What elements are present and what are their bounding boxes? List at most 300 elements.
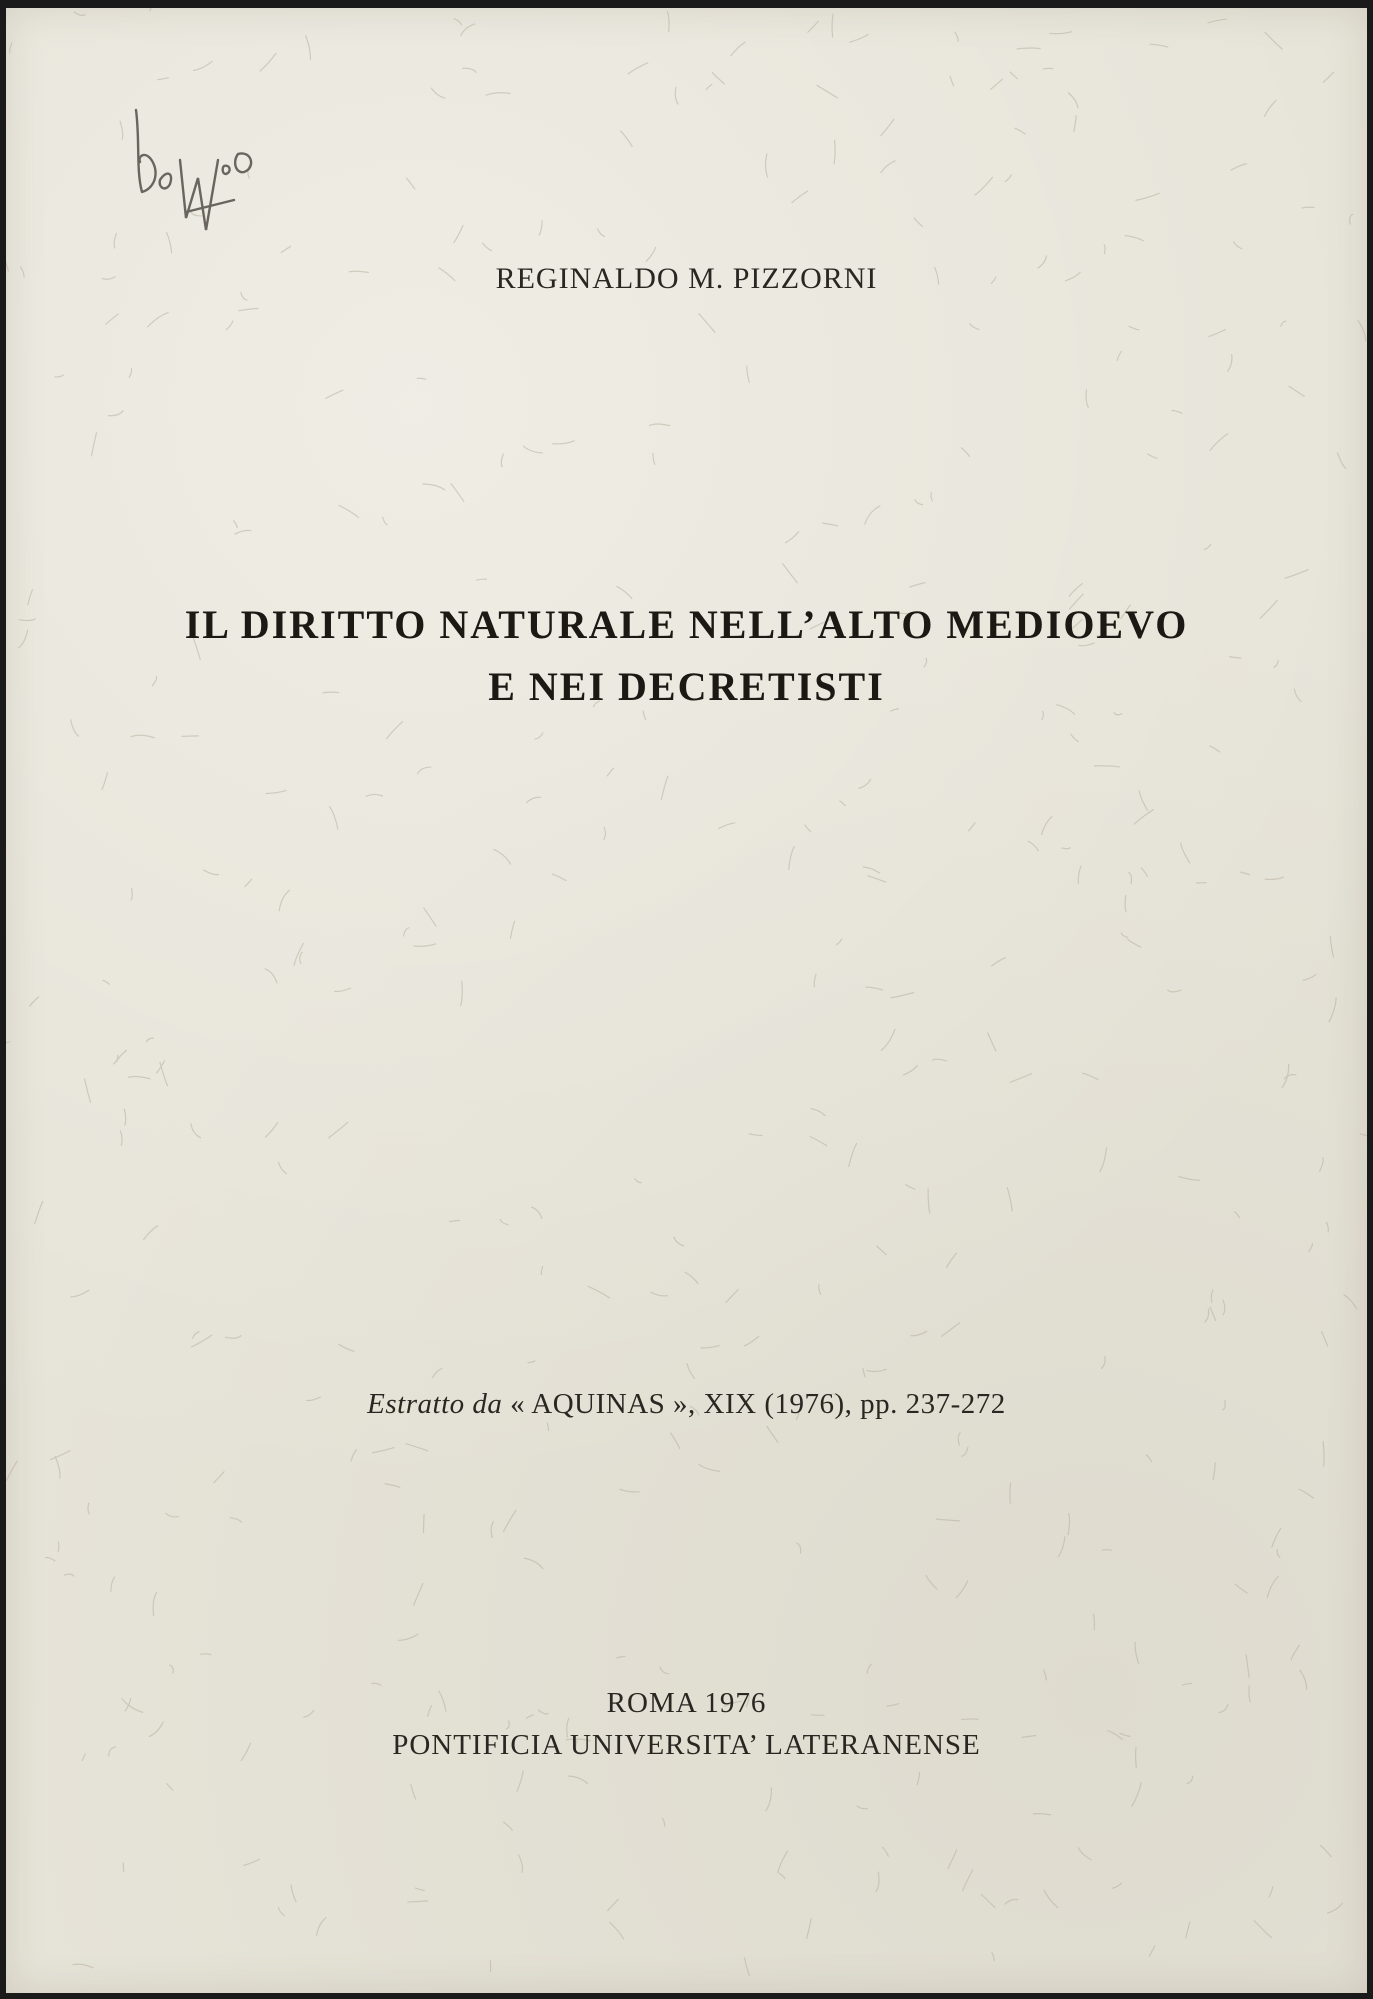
paper-fiber xyxy=(1078,866,1081,884)
paper-fiber xyxy=(1028,841,1039,851)
paper-fiber xyxy=(160,1062,168,1086)
paper-fiber xyxy=(6,1042,10,1049)
paper-fiber xyxy=(1302,207,1315,208)
paper-fiber xyxy=(941,1323,960,1337)
paper-fiber xyxy=(718,823,735,829)
paper-fiber xyxy=(1135,193,1159,200)
paper-fiber xyxy=(265,969,277,984)
paper-fiber xyxy=(767,1426,778,1443)
paper-fiber xyxy=(153,1592,157,1616)
paper-fiber xyxy=(807,1918,812,1939)
paper-fiber xyxy=(1240,872,1250,875)
paper-fiber xyxy=(969,323,979,329)
paper-fiber xyxy=(948,1849,957,1869)
paper-fiber xyxy=(414,1583,424,1606)
paper-fiber xyxy=(1010,1074,1032,1083)
paper-fiber xyxy=(909,583,925,588)
paper-fiber xyxy=(547,1423,548,1431)
paper-fiber xyxy=(1267,1576,1278,1598)
paper-fiber xyxy=(817,85,838,98)
paper-fiber xyxy=(339,505,359,518)
paper-fiber xyxy=(203,870,219,875)
paper-fiber xyxy=(646,247,656,262)
paper-fiber xyxy=(1135,1642,1139,1664)
paper-fiber xyxy=(1209,329,1226,336)
publication-place-year: ROMA 1976 xyxy=(606,1687,767,1719)
paper-fiber xyxy=(849,1143,857,1167)
paper-fiber xyxy=(366,794,383,796)
paper-fiber xyxy=(226,321,233,330)
paper-fiber xyxy=(988,1033,996,1052)
paper-fiber xyxy=(147,1038,154,1042)
paper-fiber xyxy=(541,1266,542,1275)
paper-fiber xyxy=(1094,1614,1095,1630)
paper-fiber xyxy=(157,78,169,80)
paper-fiber xyxy=(415,1888,425,1891)
paper-fiber xyxy=(766,1787,772,1811)
paper-fiber xyxy=(334,988,351,991)
paper-fiber xyxy=(1102,1550,1112,1551)
author-name: REGINALDO M. PIZZORNI xyxy=(495,262,878,295)
paper-fiber xyxy=(1320,1157,1324,1171)
paper-fiber xyxy=(108,411,124,416)
paper-fiber xyxy=(1265,877,1284,879)
paper-fiber xyxy=(243,1859,259,1866)
paper-fiber xyxy=(503,1822,512,1831)
paper-fiber xyxy=(1146,1455,1152,1462)
paper-fiber xyxy=(417,378,426,379)
paper-fiber xyxy=(35,1201,43,1224)
paper-fiber xyxy=(235,530,252,534)
paper-fiber xyxy=(493,849,510,864)
paper-fiber xyxy=(526,797,541,803)
extract-source: « AQUINAS », XIX (1976), pp. 237-272 xyxy=(510,1388,1006,1420)
paper-fiber xyxy=(1178,1176,1200,1180)
paper-fiber xyxy=(238,308,258,310)
paper-fiber xyxy=(1277,1549,1280,1558)
paper-fiber xyxy=(660,1666,669,1673)
paper-fiber xyxy=(915,499,923,504)
paper-fiber xyxy=(417,767,431,774)
paper-fiber xyxy=(903,1065,917,1075)
paper-fiber xyxy=(849,34,869,42)
paper-fiber xyxy=(166,1513,180,1517)
paper-fiber xyxy=(372,1447,394,1453)
paper-fiber xyxy=(968,822,975,831)
paper-fiber xyxy=(766,153,768,177)
paper-fiber xyxy=(1078,1847,1091,1860)
paper-fiber xyxy=(1068,93,1078,109)
paper-fiber xyxy=(524,1558,543,1569)
paper-fiber xyxy=(1289,386,1305,397)
paper-fiber xyxy=(1181,843,1190,864)
paper-fiber xyxy=(876,1872,879,1892)
paper-fiber xyxy=(1360,1134,1367,1137)
paper-fiber xyxy=(351,1449,357,1461)
paper-fiber xyxy=(778,1851,788,1873)
paper-fiber xyxy=(461,981,463,1007)
paper-fiber xyxy=(917,1772,920,1785)
paper-fiber xyxy=(1223,1300,1225,1316)
paper-fiber xyxy=(167,1783,173,1790)
paper-fiber xyxy=(266,790,287,793)
paper-fiber xyxy=(70,1290,89,1297)
paper-fiber xyxy=(1234,1212,1239,1218)
paper-fiber xyxy=(808,21,819,33)
paper-fiber xyxy=(291,1885,296,1903)
paper-fiber xyxy=(651,1292,668,1296)
paper-fiber xyxy=(45,1557,55,1561)
paper-fiber xyxy=(905,1184,915,1189)
paper-fiber xyxy=(1187,1776,1193,1784)
paper-fiber xyxy=(819,1284,821,1295)
paper-fiber xyxy=(156,1060,164,1073)
paper-fiber xyxy=(407,1901,428,1902)
paper-fiber xyxy=(482,243,492,251)
paper-fiber xyxy=(102,772,108,790)
paper-fiber xyxy=(294,943,304,966)
paper-fiber xyxy=(260,53,277,71)
title-line-1: IL DIRITTO NATURALE NELL’ALTO MEDIOEVO xyxy=(184,602,1189,647)
paper-fiber xyxy=(928,1189,930,1214)
paper-fiber xyxy=(422,484,445,490)
paper-fiber xyxy=(783,563,798,583)
paper-fiber xyxy=(699,1464,721,1471)
extract-note xyxy=(6,1388,1367,1421)
paper-fiber xyxy=(147,312,168,327)
paper-fiber xyxy=(528,1361,536,1363)
paper-fiber xyxy=(1043,68,1053,69)
paper-fiber xyxy=(890,993,914,998)
paper-fiber xyxy=(946,1253,956,1268)
paper-fiber xyxy=(552,874,566,881)
extract-prefix: Estratto da xyxy=(367,1388,503,1420)
paper-fiber xyxy=(383,517,388,526)
paper-fiber xyxy=(1213,1463,1215,1481)
paper-fiber xyxy=(749,1134,763,1136)
paper-fiber xyxy=(1149,1946,1155,1957)
paper-fiber xyxy=(449,1220,460,1221)
paper-fiber xyxy=(744,1957,749,1976)
paper-fiber xyxy=(839,801,845,807)
paper-fiber xyxy=(649,424,670,426)
paper-fiber xyxy=(1121,932,1128,937)
paper-fiber xyxy=(114,233,116,249)
paper-fiber xyxy=(414,944,436,947)
paper-fiber xyxy=(192,1332,199,1339)
paper-fiber xyxy=(1129,872,1132,884)
paper-fiber xyxy=(1272,1528,1282,1548)
paper-fiber xyxy=(811,1108,826,1116)
paper-fiber xyxy=(1265,32,1283,50)
paper-fiber xyxy=(1172,411,1183,414)
paper-fiber xyxy=(991,957,1006,966)
paper-fiber xyxy=(1094,766,1120,767)
paper-fiber xyxy=(1044,1890,1058,1908)
paper-fiber xyxy=(863,867,880,873)
paper-fiber xyxy=(193,61,213,71)
paper-fiber xyxy=(265,1122,278,1137)
paper-fiber xyxy=(822,523,838,526)
paper-fiber xyxy=(278,1162,286,1174)
paper-fiber xyxy=(1005,1900,1018,1905)
paper-fiber xyxy=(1320,1845,1332,1857)
paper-fiber xyxy=(1068,1513,1069,1535)
paper-fiber xyxy=(503,1510,516,1532)
paper-fiber xyxy=(662,1818,665,1827)
paper-fiber xyxy=(424,908,437,927)
paper-fiber xyxy=(1062,847,1071,848)
paper-fiber xyxy=(406,1444,429,1451)
paper-fiber xyxy=(712,72,725,84)
paper-fiber xyxy=(1231,164,1247,171)
paper-fiber xyxy=(1329,997,1336,1022)
paper-fiber xyxy=(1049,32,1072,34)
paper-fiber xyxy=(1058,1536,1065,1557)
paper-fiber xyxy=(1074,115,1076,132)
paper-fiber xyxy=(1291,1645,1300,1661)
paper-fiber xyxy=(476,579,487,580)
paper-fiber xyxy=(730,42,745,57)
paper-fiber xyxy=(106,314,119,325)
paper-fiber xyxy=(517,1770,523,1791)
paper-fiber xyxy=(1086,390,1088,408)
paper-fiber xyxy=(518,1855,522,1873)
paper-fiber xyxy=(225,1335,241,1338)
paper-fiber xyxy=(779,1873,785,1879)
paper-fiber xyxy=(1303,974,1317,980)
paper-fiber xyxy=(1010,72,1018,79)
paper-fiber xyxy=(789,846,795,870)
paper-fiber xyxy=(131,735,155,738)
paper-fiber xyxy=(338,1344,354,1351)
paper-fiber xyxy=(1337,453,1346,469)
paper-fiber xyxy=(1211,1290,1213,1303)
paper-fiber xyxy=(661,776,668,800)
paper-fiber xyxy=(92,432,97,456)
paper-fiber xyxy=(552,441,574,444)
paper-fiber xyxy=(432,1368,442,1378)
paper-fiber xyxy=(1326,1222,1328,1233)
paper-fiber xyxy=(1104,245,1105,255)
paper-fiber xyxy=(55,1456,60,1478)
paper-fiber xyxy=(881,161,896,173)
paper-fiber xyxy=(857,1806,868,1809)
paper-fiber xyxy=(1044,1670,1047,1681)
paper-fiber xyxy=(936,1519,960,1521)
paper-fiber xyxy=(329,806,338,830)
paper-fiber xyxy=(124,1109,126,1126)
paper-fiber xyxy=(461,24,476,36)
paper-fiber xyxy=(1014,128,1025,134)
paper-fiber xyxy=(1285,569,1309,578)
paper-fiber xyxy=(385,1484,401,1488)
paper-fiber xyxy=(245,879,252,887)
paper-fiber xyxy=(230,1518,242,1523)
paper-fiber xyxy=(981,1894,995,1908)
paper-fiber xyxy=(317,1918,327,1936)
paper-fiber xyxy=(1112,1883,1122,1889)
paper-fiber xyxy=(1323,1441,1324,1467)
paper-fiber xyxy=(501,454,503,468)
paper-fiber xyxy=(279,890,290,911)
paper-fiber xyxy=(1327,1903,1343,1913)
paper-fiber xyxy=(628,63,649,75)
paper-fiber xyxy=(914,218,923,227)
paper-fiber xyxy=(1139,791,1148,811)
paper-fiber xyxy=(616,1656,625,1658)
paper-fiber xyxy=(785,531,799,543)
paper-fiber xyxy=(865,506,881,525)
paper-fiber xyxy=(404,928,410,937)
paper-fiber xyxy=(814,974,816,988)
paper-fiber xyxy=(865,987,883,990)
paper-fiber xyxy=(834,140,835,165)
paper-fiber xyxy=(881,119,894,136)
paper-fiber xyxy=(1281,321,1287,327)
paper-fiber xyxy=(876,1246,886,1255)
paper-fiber xyxy=(182,736,199,737)
paper-fiber xyxy=(607,1899,618,1911)
paper-fiber xyxy=(1007,1187,1012,1211)
paper-fiber xyxy=(386,721,403,739)
paper-fiber xyxy=(1344,1295,1357,1310)
paper-fiber xyxy=(674,1237,684,1246)
paper-fiber xyxy=(103,980,110,984)
publisher-name: PONTIFICIA UNIVERSITA’ LATERANENSE xyxy=(392,1729,981,1761)
paper-fiber xyxy=(50,1451,70,1460)
paper-fiber xyxy=(1309,1243,1313,1252)
paper-fiber xyxy=(797,1543,801,1553)
paper-fiber xyxy=(1264,100,1276,117)
paper-fiber xyxy=(568,1776,588,1784)
book-cover xyxy=(6,8,1367,1993)
paper-fiber xyxy=(882,1847,888,1857)
paper-fiber xyxy=(1269,1886,1273,1897)
paper-fiber xyxy=(1254,1920,1272,1938)
paper-fiber xyxy=(143,1226,158,1240)
publisher-block xyxy=(6,1682,1367,1766)
paper-fiber xyxy=(926,1575,937,1589)
paper-fiber xyxy=(836,938,842,945)
paper-fiber xyxy=(88,1503,90,1515)
paper-fiber xyxy=(1227,354,1232,372)
paper-fiber xyxy=(191,1335,212,1347)
paper-fiber xyxy=(1186,1921,1191,1938)
paper-fiber xyxy=(1127,939,1141,947)
paper-fiber xyxy=(931,492,933,501)
paper-fiber xyxy=(699,313,716,332)
paper-fiber xyxy=(451,483,464,502)
paper-fiber xyxy=(958,1432,960,1445)
paper-fiber xyxy=(619,1489,639,1492)
paper-fiber xyxy=(863,1368,865,1377)
paper-fiber xyxy=(1210,433,1228,451)
paper-fiber xyxy=(1129,326,1140,330)
paper-fiber xyxy=(1100,1147,1107,1172)
paper-fiber xyxy=(1082,1073,1098,1080)
paper-fiber xyxy=(169,1665,173,1674)
paper-fiber xyxy=(523,446,543,453)
paper-fiber xyxy=(810,1137,828,1147)
paper-fiber xyxy=(129,368,132,378)
paper-fiber xyxy=(992,1952,995,1961)
paper-fiber xyxy=(1299,1489,1314,1498)
paper-fiber xyxy=(1321,1331,1328,1346)
paper-fiber xyxy=(431,88,445,98)
paper-fiber xyxy=(200,1654,211,1655)
paper-fiber xyxy=(653,453,655,465)
paper-fiber xyxy=(278,1907,284,1916)
paper-fiber xyxy=(670,1433,680,1449)
paper-fiber xyxy=(832,14,833,38)
paper-fiber xyxy=(955,32,958,42)
paper-fiber xyxy=(1330,936,1333,957)
paper-fiber xyxy=(747,365,750,382)
paper-fiber xyxy=(675,87,678,105)
paper-fiber xyxy=(1350,214,1353,224)
paper-fiber xyxy=(1205,1309,1209,1323)
paper-fiber xyxy=(306,35,311,60)
paper-fiber xyxy=(113,1055,118,1065)
book-title xyxy=(6,594,1367,718)
paper-fiber xyxy=(1150,44,1169,47)
paper-fiber xyxy=(411,1784,416,1800)
paper-fiber xyxy=(406,178,415,190)
paper-fiber xyxy=(620,131,632,147)
paper-fiber xyxy=(58,1542,59,1552)
paper-fiber xyxy=(1101,1356,1105,1369)
paper-fiber xyxy=(1207,19,1226,23)
paper-fiber xyxy=(328,1122,348,1138)
paper-fiber xyxy=(990,79,1002,90)
paper-fiber xyxy=(1010,1483,1011,1504)
paper-fiber xyxy=(1005,174,1012,181)
paper-fiber xyxy=(1033,1814,1051,1815)
paper-fiber xyxy=(10,42,12,53)
paper-fiber xyxy=(1246,1654,1249,1678)
paper-fiber xyxy=(233,521,237,529)
paper-fiber xyxy=(1147,454,1157,459)
paper-fiber xyxy=(1141,868,1147,878)
paper-fiber xyxy=(539,220,542,235)
paper-fiber xyxy=(1167,990,1181,992)
paper-fiber xyxy=(1041,816,1052,835)
paper-fiber xyxy=(1209,746,1220,752)
paper-fiber xyxy=(1134,809,1154,824)
paper-fiber xyxy=(706,84,712,90)
paper-fiber xyxy=(1284,1075,1296,1080)
paper-fiber xyxy=(975,177,993,195)
paper-fiber xyxy=(961,448,970,457)
paper-fiber xyxy=(300,952,303,964)
paper-fiber xyxy=(607,768,614,777)
paper-fiber xyxy=(1071,734,1079,742)
paper-fiber xyxy=(131,888,132,901)
paper-fiber xyxy=(867,876,886,883)
paper-fiber xyxy=(881,1029,895,1051)
paper-fiber xyxy=(1017,48,1041,49)
paper-fiber xyxy=(1358,320,1366,341)
paper-fiber xyxy=(1117,351,1122,361)
paper-fiber xyxy=(111,1577,115,1592)
paper-fiber xyxy=(1210,1307,1216,1321)
paper-fiber xyxy=(1132,1782,1142,1806)
paper-fiber xyxy=(635,1178,642,1182)
paper-fiber xyxy=(859,779,871,789)
paper-fiber xyxy=(744,1336,759,1346)
paper-fiber xyxy=(325,390,343,399)
